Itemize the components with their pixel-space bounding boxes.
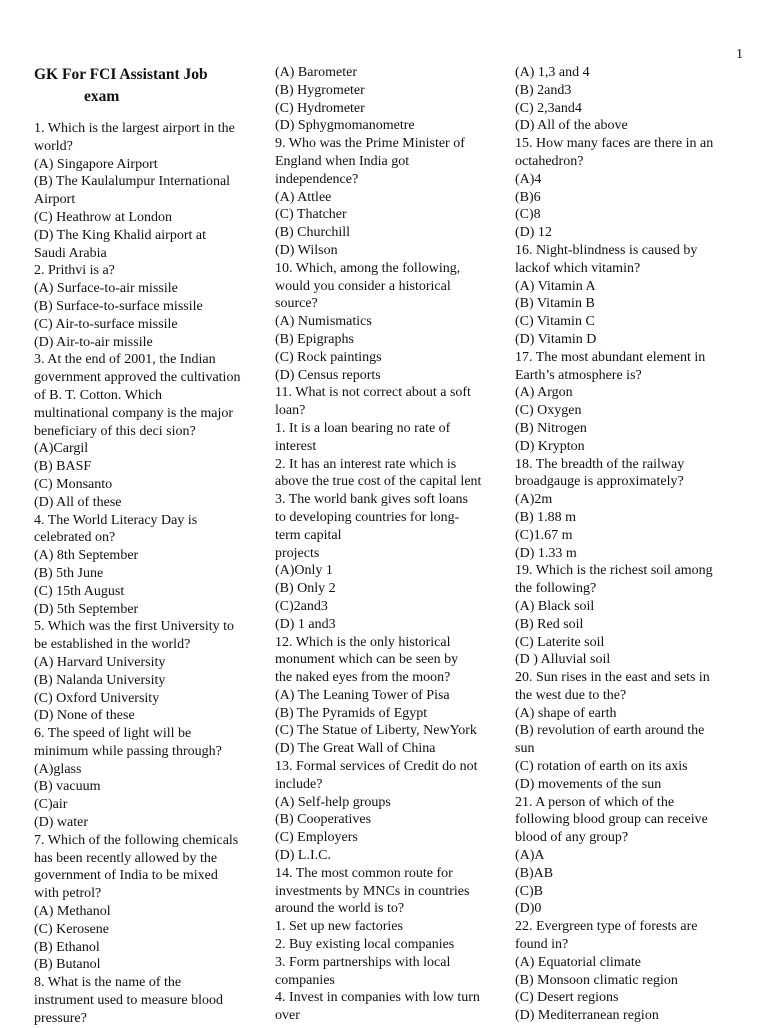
text-line: government of India to be mixed xyxy=(34,868,218,884)
text-line: 10. Which, among the following, xyxy=(275,260,461,276)
text-column-3 xyxy=(515,64,750,1025)
text-line: (D) Mediterranean region xyxy=(515,1008,659,1024)
text-line: investments by MNCs in countries xyxy=(275,883,470,899)
text-line: (D) All of these xyxy=(34,494,122,510)
text-line: above the true cost of the capital lent xyxy=(275,474,482,490)
text-line: England when India got xyxy=(275,153,410,169)
text-line: 22. Evergreen type of forests are xyxy=(515,919,698,935)
text-line: 2. Prithvi is a? xyxy=(34,263,115,279)
text-line: to developing countries for long- xyxy=(275,509,460,525)
text-line: (D) All of the above xyxy=(515,118,628,134)
text-line: 4. The World Literacy Day is xyxy=(34,512,198,528)
text-line: (B) Ethanol xyxy=(34,939,100,955)
text-line: octahedron? xyxy=(515,153,584,169)
text-line: the naked eyes from the moon? xyxy=(275,670,451,686)
text-line: (C)8 xyxy=(515,207,541,223)
text-line: (A) Methanol xyxy=(34,904,111,920)
text-column-2-lines xyxy=(275,64,507,1025)
text-line: (A) shape of earth xyxy=(515,705,617,721)
text-column-3-lines xyxy=(515,64,750,1025)
text-line: celebrated on? xyxy=(34,530,116,546)
text-line: government approved the cultivation xyxy=(34,370,241,386)
text-line: monument which can be seen by xyxy=(275,652,459,668)
text-line: (D) Wilson xyxy=(275,242,338,258)
text-line: 14. The most common route for xyxy=(275,865,453,881)
text-line: 2. It has an interest rate which is xyxy=(275,456,457,472)
text-line: (B) Cooperatives xyxy=(275,812,372,828)
text-line: (B) Epigraphs xyxy=(275,331,354,347)
text-line: with petrol? xyxy=(34,886,102,902)
text-line: (A)A xyxy=(515,848,545,864)
text-line: projects xyxy=(275,545,320,561)
text-line: (B) revolution of earth around the xyxy=(515,723,705,739)
text-line: (A) Self-help groups xyxy=(275,794,391,810)
text-line: (C) Laterite soil xyxy=(515,634,605,650)
text-line: (D) 1.33 m xyxy=(515,545,577,561)
text-line: independence? xyxy=(275,171,359,187)
text-line: source? xyxy=(275,296,318,312)
text-line: of B. T. Cotton. Which xyxy=(34,387,162,403)
text-line: (A) Surface-to-air missile xyxy=(34,281,178,297)
text-line: 9. Who was the Prime Minister of xyxy=(275,136,465,152)
text-line: (C)B xyxy=(515,883,543,899)
document-title-line-1: GK For FCI Assistant Job xyxy=(34,66,208,83)
text-line: (D) None of these xyxy=(34,708,135,724)
text-line: (B)AB xyxy=(515,865,554,881)
text-line: (D) Krypton xyxy=(515,438,585,454)
text-line: (D) 1 and3 xyxy=(275,616,336,632)
text-line: 21. A person of which of the xyxy=(515,794,675,810)
text-line: (D)0 xyxy=(515,901,542,917)
text-line: (C) Hydrometer xyxy=(275,100,365,116)
text-column-1-lines xyxy=(34,120,266,1028)
text-line: (B) Red soil xyxy=(515,616,584,632)
text-line: (D) Air-to-air missile xyxy=(34,334,153,350)
text-line: (B) The Kaulalumpur International xyxy=(34,174,231,190)
text-line: (C) Air-to-surface missile xyxy=(34,316,178,332)
text-line: (B) 5th June xyxy=(34,565,104,581)
text-line: (D) L.I.C. xyxy=(275,848,331,864)
text-line: the following? xyxy=(515,581,597,597)
text-line: following blood group can receive xyxy=(515,812,708,828)
text-line: (D) Vitamin D xyxy=(515,331,597,347)
text-line: (B) Only 2 xyxy=(275,581,336,597)
text-line: 13. Formal services of Credit do not xyxy=(275,759,478,775)
text-line: (D) 5th September xyxy=(34,601,139,617)
text-line: Airport xyxy=(34,192,76,208)
text-line: (A) 8th September xyxy=(34,548,139,564)
text-line: include? xyxy=(275,776,323,792)
text-line: (D) 12 xyxy=(515,225,552,241)
text-line: (C) 15th August xyxy=(34,583,125,599)
text-line: 3. At the end of 2001, the Indian xyxy=(34,352,216,368)
text-line: (A) Numismatics xyxy=(275,314,372,330)
text-line: (C) rotation of earth on its axis xyxy=(515,759,688,775)
text-line: interest xyxy=(275,438,317,454)
text-line: Saudi Arabia xyxy=(34,245,107,261)
text-line: 7. Which of the following chemicals xyxy=(34,832,239,848)
text-line: found in? xyxy=(515,937,569,953)
text-line: (C) Rock paintings xyxy=(275,349,382,365)
text-line: (A) Singapore Airport xyxy=(34,156,158,172)
text-line: (A) Harvard University xyxy=(34,654,166,670)
text-line: 12. Which is the only historical xyxy=(275,634,451,650)
text-line: (A) Equatorial climate xyxy=(515,954,641,970)
text-line: (C) Oxford University xyxy=(34,690,160,706)
text-line: (A)Cargil xyxy=(34,441,89,457)
text-line: (D) Census reports xyxy=(275,367,381,383)
text-line: 2. Buy existing local companies xyxy=(275,937,455,953)
text-line: (C) Heathrow at London xyxy=(34,209,173,225)
text-line: 16. Night-blindness is caused by xyxy=(515,242,698,258)
text-line: 3. Form partnerships with local xyxy=(275,954,451,970)
text-line: multinational company is the major xyxy=(34,405,234,421)
text-line: 20. Sun rises in the east and sets in xyxy=(515,670,710,686)
text-line: (C) Oxygen xyxy=(515,403,582,419)
text-line: Earth’s atmosphere is? xyxy=(515,367,642,383)
text-line: (B) BASF xyxy=(34,459,92,475)
text-line: (C)air xyxy=(34,797,68,813)
text-line: (B) 1.88 m xyxy=(515,509,577,525)
text-line: (A) Argon xyxy=(515,385,573,401)
text-line: (B) Hygrometer xyxy=(275,82,365,98)
text-line: 3. The world bank gives soft loans xyxy=(275,492,468,508)
text-line: 8. What is the name of the xyxy=(34,975,182,991)
text-line: (A) 1,3 and 4 xyxy=(515,65,590,80)
text-line: 5. Which was the first University to xyxy=(34,619,234,635)
text-line: (C) 2,3and4 xyxy=(515,100,582,116)
text-column-1 xyxy=(34,64,266,1028)
text-line: (B) Churchill xyxy=(275,225,351,241)
text-line: minimum while passing through? xyxy=(34,743,222,759)
text-line: 17. The most abundant element in xyxy=(515,349,706,365)
text-line: 19. Which is the richest soil among xyxy=(515,563,713,579)
text-line: term capital xyxy=(275,527,342,543)
text-line: (A) Black soil xyxy=(515,598,595,614)
text-line: (B)6 xyxy=(515,189,541,205)
text-line: (C) Employers xyxy=(275,830,358,846)
document-title xyxy=(34,64,266,108)
text-line: 1. Which is the largest airport in the xyxy=(34,121,235,136)
text-line: 18. The breadth of the railway xyxy=(515,456,685,472)
text-line: (B) vacuum xyxy=(34,779,101,795)
text-line: (A) Attlee xyxy=(275,189,332,205)
text-line: sun xyxy=(515,741,535,757)
text-line: (B) Surface-to-surface missile xyxy=(34,298,203,314)
text-line: lackof which vitamin? xyxy=(515,260,641,276)
text-column-2 xyxy=(275,64,507,1025)
text-line: blood of any group? xyxy=(515,830,629,846)
text-line: (D) The King Khalid airport at xyxy=(34,227,206,243)
text-line: 6. The speed of light will be xyxy=(34,726,192,742)
text-line: the west due to the? xyxy=(515,687,627,703)
text-line: (B) Vitamin B xyxy=(515,296,595,312)
text-line: around the world is to? xyxy=(275,901,405,917)
text-line: (A)2m xyxy=(515,492,553,508)
text-line: loan? xyxy=(275,403,306,419)
text-line: over xyxy=(275,1008,300,1024)
text-line: instrument used to measure blood xyxy=(34,993,223,1009)
text-line: 1. Set up new factories xyxy=(275,919,403,935)
text-line: (D) The Great Wall of China xyxy=(275,741,436,757)
text-line: (C) Kerosene xyxy=(34,921,110,937)
document-title-line-2: exam xyxy=(84,88,120,105)
text-line: (A)glass xyxy=(34,761,82,777)
text-line: (B) Monsoon climatic region xyxy=(515,972,678,988)
text-line: (D) Sphygmomanometre xyxy=(275,118,415,134)
text-line: (C) Vitamin C xyxy=(515,314,595,330)
text-line: (B) Nitrogen xyxy=(515,420,587,436)
text-line: (A) Barometer xyxy=(275,65,358,80)
text-line: (B) 2and3 xyxy=(515,82,572,98)
text-line: (B) Butanol xyxy=(34,957,101,973)
text-line: 11. What is not correct about a soft xyxy=(275,385,471,401)
text-line: would you consider a historical xyxy=(275,278,451,294)
text-line: (C) Thatcher xyxy=(275,207,347,223)
text-line: (C) Desert regions xyxy=(515,990,619,1006)
text-line: (D) movements of the sun xyxy=(515,776,662,792)
text-line: be established in the world? xyxy=(34,637,191,653)
text-line: (C)1.67 m xyxy=(515,527,573,543)
text-line: broadgauge is approximately? xyxy=(515,474,684,490)
text-line: has been recently allowed by the xyxy=(34,850,218,866)
text-line: (C)2and3 xyxy=(275,598,328,614)
text-line: (B) Nalanda University xyxy=(34,672,166,688)
text-line: 1. It is a loan bearing no rate of xyxy=(275,420,451,436)
text-line: pressure? xyxy=(34,1010,87,1026)
text-line: companies xyxy=(275,972,335,988)
text-line: (A)Only 1 xyxy=(275,563,333,579)
text-line: (C) Monsanto xyxy=(34,476,113,492)
text-line: (A)4 xyxy=(515,171,542,187)
text-line: (D) water xyxy=(34,815,89,831)
text-line: (B) The Pyramids of Egypt xyxy=(275,705,428,721)
text-line: (C) The Statue of Liberty, NewYork xyxy=(275,723,477,739)
text-line: (A) The Leaning Tower of Pisa xyxy=(275,687,450,703)
text-line: (A) Vitamin A xyxy=(515,278,596,294)
text-line: 4. Invest in companies with low turn xyxy=(275,990,480,1006)
text-line: beneficiary of this deci sion? xyxy=(34,423,196,439)
text-line: (D ) Alluvial soil xyxy=(515,652,611,668)
page-number: 1 xyxy=(736,47,743,62)
text-line: 15. How many faces are there in an xyxy=(515,136,714,152)
text-line: world? xyxy=(34,138,73,154)
